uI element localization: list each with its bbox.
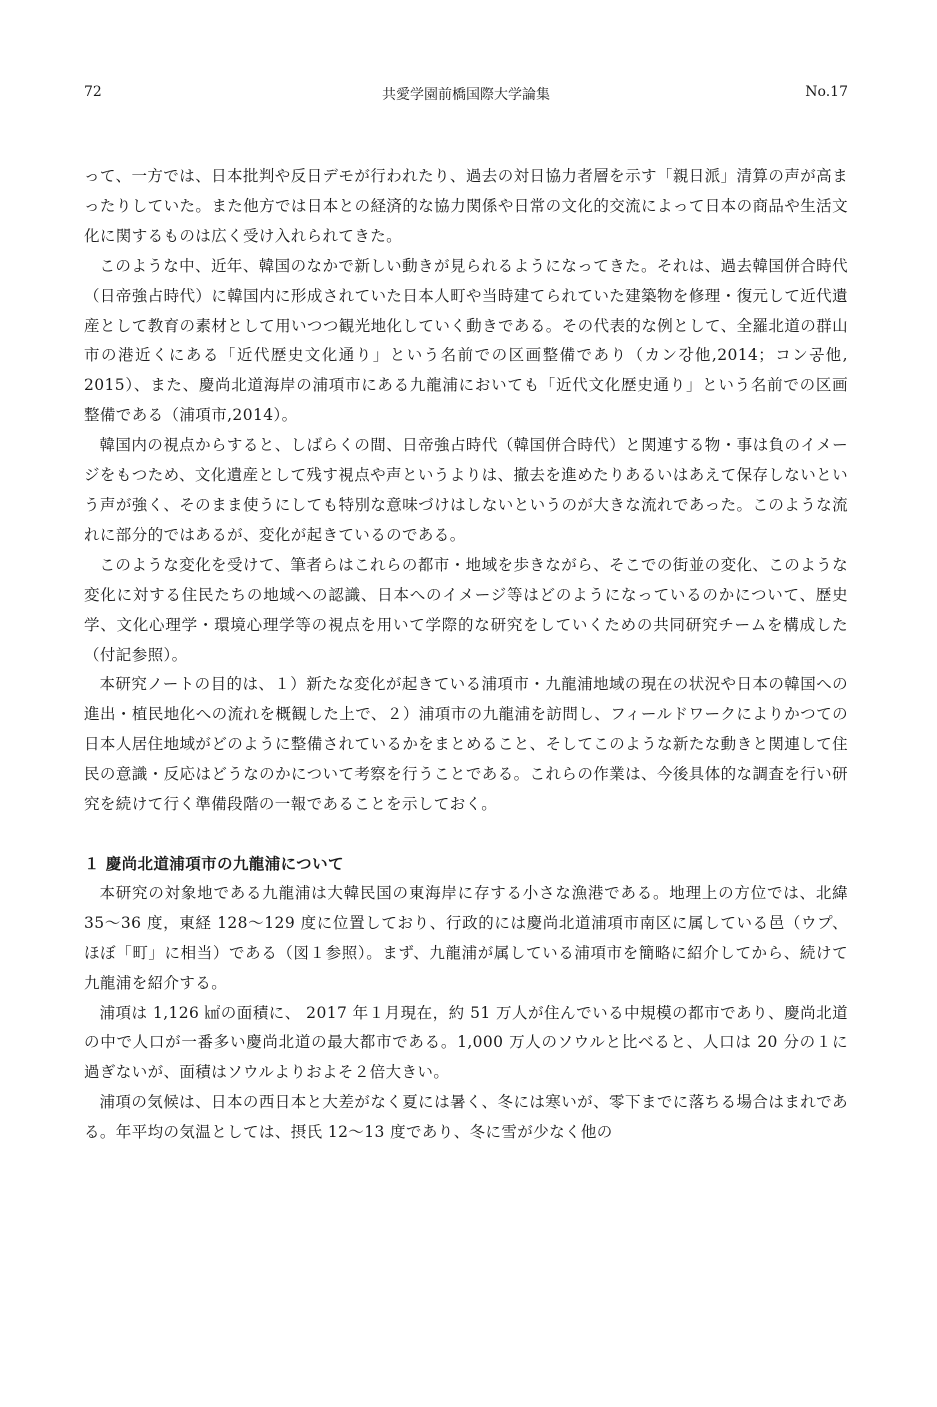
page-number: 72 (84, 84, 102, 100)
paragraph: 浦項は 1,126 ㎢の面積に、 2017 年１月現在，約 51 万人が住んでいる中規模の都市であり、慶尚北道の中で人口が一番多い慶尚北道の最大都市である。1,000 万人のソウルと比べると、人口は 20 分の１に過ぎないが、面積はソウルよりおよそ２倍大きい。 (84, 1003, 848, 1082)
section-heading: １ 慶尚北道浦項市の九龍浦について (84, 854, 344, 873)
paragraph: このような中、近年、韓国のなかで新しい動きが見られるようになってきた。それは、過去韓国併合時代（日帝強占時代）に韓国内に形成されていた日本人町や当時建てられていた建築物を修理・復元して近代遺産として教育の素材として用いつつ観光地化していく動きである。その代表的な例として、全羅北道の群山市の港近くにある「近代歴史文化通り」という名前での区画整備であり（カン강他,2014；コン공他, 2015）、また、慶尚北道海岸の浦項市にある九龍浦においても「近代文化歴史通り」という名前での区画整備である（浦項市,2014）。 (84, 256, 848, 425)
paragraph: 韓国内の視点からすると、しばらくの間、日帝強占時代（韓国併合時代）と関連する物・事は負のイメージをもつため、文化遺産として残す視点や声というよりは、撤去を進めたりあるいはあえて保存しないという声が強く、そのまま使うにしても特別な意味づけはしないというのが大きな流れであった。このような流れに部分的ではあるが、変化が起きているのである。 (84, 436, 848, 544)
running-header (84, 84, 848, 106)
paragraph: 本研究の対象地である九龍浦は大韓民国の東海岸に存する小さな漁港である。地理上の方位では、北緯 35～36 度，東経 128～129 度に位置しており、行政的には慶尚北道浦項市南区に属している邑（ウプ、ほぼ「町」に相当）である（図１参照）。まず、九龍浦が属している浦項市を簡略に紹介してから、続けて九龍浦を紹介する。 (84, 883, 848, 992)
issue-number: No.17 (805, 84, 848, 100)
paragraph: 浦項の気候は、日本の西日本と大差がなく夏には暑く、冬には寒いが、零下までに落ちる場合はまれである。年平均の気温としては、摂氏 12～13 度であり、冬に雪が少なく他の (84, 1093, 848, 1142)
paragraph: 本研究ノートの目的は、１）新たな変化が起きている浦項市・九龍浦地域の現在の状況や日本の韓国への進出・植民地化への流れを概観した上で、２）浦項市の九龍浦を訪問し、フィールドワークによりかつての日本人居住地域がどのように整備されているかをまとめること、そしてこのような新たな動きと関連して住民の意識・反応はどうなのかについて考察を行うことである。これらの作業は、今後具体的な調査を行い研究を続けて行く準備段階の一報であることを示しておく。 (84, 675, 848, 814)
journal-title: 共愛学園前橋国際大学論集 (382, 87, 550, 103)
paragraph: って、一方では、日本批判や反日デモが行われたり、過去の対日協力者層を示す「親日派」清算の声が高まったりしていた。また他方では日本との経済的な協力関係や日常の文化的交流によって日本の商品や生活文化に関するものは広く受け入れられてきた。 (84, 167, 848, 245)
article-body (84, 162, 848, 1148)
paragraph: このような変化を受けて、筆者らはこれらの都市・地域を歩きながら、そこでの街並の変化、このような変化に対する住民たちの地域への認識、日本へのイメージ等はどのようになっているのかについて、歴史学、文化心理学・環境心理学等の視点を用いて学際的な研究をしていくための共同研究チームを構成した（付記参照）。 (84, 555, 848, 664)
